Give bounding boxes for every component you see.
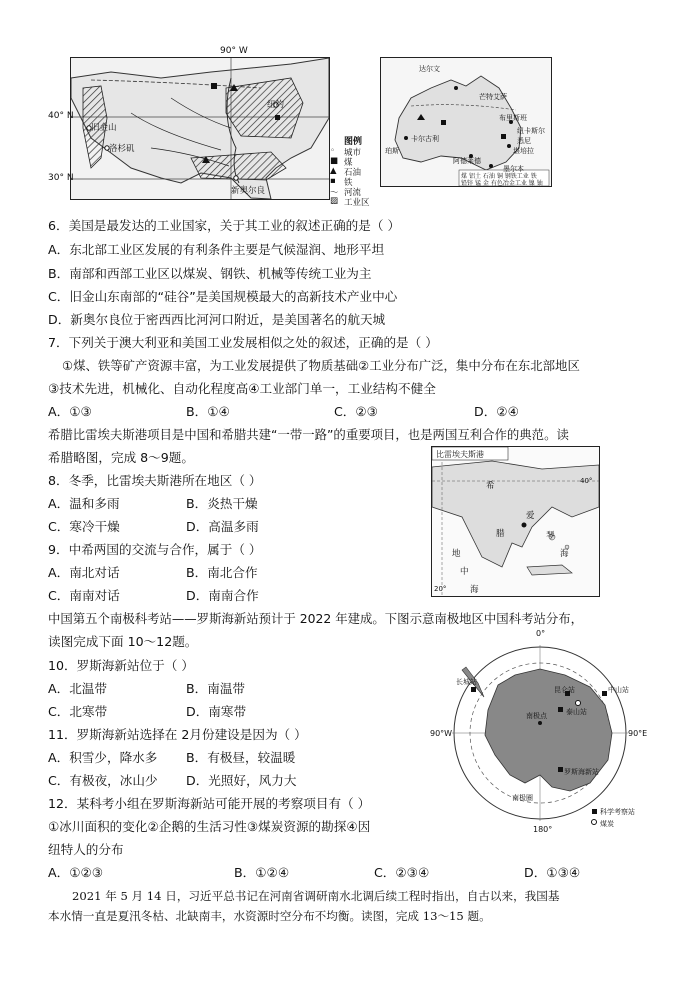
label-perth: 珀斯 — [385, 147, 399, 155]
greece-lat-label: 40° — [580, 477, 593, 485]
au-legend-bauxite: 铝土 — [468, 173, 481, 180]
q12-statement-1: ①冰川面积的变化②企鹅的生活习性③煤炭资源的勘探④因 — [48, 819, 371, 834]
greece-word-6: 地 — [452, 549, 461, 559]
river-icon: 〜 — [330, 188, 339, 198]
q7-option-a: A．①③ — [48, 404, 92, 419]
greece-word-3: 爱 — [526, 511, 535, 521]
q12-option-c: C．②③④ — [374, 865, 430, 880]
ant-legend-station: 科学考察站 — [600, 808, 635, 816]
q11-option-b: B．有极昼，较温暖 — [186, 750, 296, 765]
legend-city: 城市 — [344, 148, 362, 158]
legend-oil: 石油 — [344, 168, 362, 178]
greece-word-5: 海 — [560, 549, 569, 559]
lon-90w-label: 90° W — [220, 46, 248, 56]
q9-option-b: B．南北合作 — [186, 565, 258, 580]
greece-intro-line1: 希腊比雷埃夫斯港项目是中国和希腊共建“一带一路”的重要项目，也是两国互利合作的典范。读 — [48, 427, 569, 442]
ant-intro-line1: 中国第五个南极科考站——罗斯海新站预计于 2022 年建成。下图示意南极地区中国科考站分布， — [48, 611, 584, 626]
q9-option-a: A．南北对话 — [48, 565, 120, 580]
legend-river: 河流 — [344, 188, 362, 198]
label-kalgoorlie: 卡尔古利 — [411, 135, 439, 143]
greece-word-4: 琴 — [546, 531, 555, 541]
greece-map — [431, 446, 600, 597]
q7-option-b: B．①④ — [186, 404, 230, 419]
us-map-legend — [330, 134, 378, 206]
au-legend-nonferrous: 有色冶金工业 — [490, 180, 527, 187]
ant-zhongshan: 中山站 — [608, 686, 629, 694]
q6-option-a: A．东北部工业区发展的有利条件主要是气候湿润、地形平坦 — [48, 242, 385, 257]
q12-option-d: D．①③④ — [524, 865, 581, 880]
au-legend-steel: 钢铁工业 — [504, 173, 529, 180]
q8-option-a: A．温和多雨 — [48, 496, 120, 511]
q12-statement-2: 纽特人的分布 — [48, 842, 124, 857]
ant-deg-90w: 90°W — [430, 729, 453, 738]
au-legend-oil: 石油 — [482, 173, 495, 180]
au-legend-gold: 金 — [482, 180, 489, 187]
label-adelaide: 阿德莱德 — [453, 157, 481, 165]
au-legend-iron: 铁 — [530, 173, 537, 180]
greece-intro-line2: 希腊略图，完成 8～9题。 — [48, 450, 194, 465]
q10-option-d: D．南寒带 — [186, 704, 247, 719]
q8-stem: 8．冬季，比雷埃夫斯港所在地区（ ） — [48, 473, 262, 488]
q12-option-b: B．①②④ — [234, 865, 290, 880]
australia-industry-map — [380, 57, 552, 187]
outro-line1: 2021 年 5 月 14 日，习近平总书记在河南省调研南水北调后续工程时指出，自古以来，我国基 — [72, 889, 560, 903]
label-newcastle: 纽卡斯尔 — [517, 127, 545, 135]
iron-icon: ▪ — [330, 176, 336, 186]
greece-map-title: 比雷埃夫斯港 — [436, 450, 484, 459]
q8-option-d: D．高温多雨 — [186, 519, 259, 534]
au-legend-row2 — [461, 178, 543, 187]
q11-option-c: C．有极夜，冰山少 — [48, 773, 158, 788]
q6-option-c: C．旧金山东南部的“硅谷”是美国规模最大的高新技术产业中心 — [48, 289, 398, 304]
q10-option-b: B．南温带 — [186, 681, 246, 696]
label-sydney: 悉尼 — [517, 137, 531, 145]
greece-word-7: 中 — [460, 567, 469, 577]
label-new-york: 纽约 — [267, 100, 285, 110]
q7-option-d: D．②④ — [474, 404, 519, 419]
q11-option-a: A．积雪少，降水多 — [48, 750, 158, 765]
au-legend-coal: 煤 — [461, 173, 468, 180]
q10-option-a: A．北温带 — [48, 681, 107, 696]
au-legend-copper: 铜 — [496, 173, 503, 180]
greece-map-drawing — [432, 447, 599, 596]
ant-changcheng: 长城站 — [456, 678, 477, 686]
q8-option-c: C．寒冷干燥 — [48, 519, 120, 534]
q11-stem: 11．罗斯海新站选择在 2月份建设是因为（ ） — [48, 727, 307, 742]
ant-deg-180: 180° — [533, 825, 553, 834]
au-legend-manganese: 锰 — [474, 180, 481, 187]
label-new-orleans: 新奥尔良 — [231, 186, 266, 196]
greece-word-1: 希 — [486, 481, 495, 491]
antarctica-map — [430, 625, 650, 850]
label-brisbane: 布里斯班 — [499, 114, 527, 122]
q12-option-a: A．①②③ — [48, 865, 104, 880]
label-canberra: 堪培拉 — [513, 147, 534, 155]
greece-word-8: 海 — [470, 585, 479, 595]
au-legend-nickel: 镍 — [528, 180, 535, 187]
lat-40n-label: 40° N — [48, 111, 74, 121]
label-darwin: 达尔文 — [419, 65, 440, 73]
q6-option-d: D．新奥尔良位于密西西比河河口附近，是美国著名的航天城 — [48, 312, 386, 327]
ant-deg-0: 0° — [536, 629, 546, 638]
legend-coal: 煤 — [344, 158, 353, 168]
ant-legend-coal: 煤炭 — [600, 820, 614, 828]
ant-kunlun: 昆仑站 — [554, 686, 575, 694]
label-mt-isa: 芒特艾萨 — [479, 93, 507, 101]
q9-stem: 9．中希两国的交流与合作，属于（ ） — [48, 542, 262, 557]
legend-title: 图例 — [344, 137, 363, 147]
industry-zone-icon: ▨ — [330, 196, 339, 206]
oil-icon: ▲ — [330, 166, 337, 176]
ant-deg-90e: 90°E — [628, 729, 648, 738]
ant-nanjiquan: 南极圈 — [512, 794, 533, 802]
ant-luosi: 罗斯海新站 — [564, 768, 599, 776]
q10-option-c: C．北寒带 — [48, 704, 108, 719]
label-los-angeles: 洛杉矶 — [109, 144, 135, 154]
label-melbourne: 墨尔本 — [503, 165, 524, 173]
q7-statement-2: ③技术先进，机械化、自动化程度高④工业部门单一，工业结构不健全 — [48, 381, 436, 396]
legend-industry: 工业区 — [344, 198, 370, 208]
q8-option-b: B．炎热干燥 — [186, 496, 258, 511]
coal-icon: ■ — [330, 156, 339, 166]
legend-iron: 铁 — [344, 178, 353, 188]
q12-stem: 12．某科考小组在罗斯海新站可能开展的考察项目有（ ） — [48, 796, 371, 811]
q9-option-d: D．南南合作 — [186, 588, 259, 603]
ant-intro-line2: 读图完成下面 10～12题。 — [48, 634, 198, 649]
q6-option-b: B．南部和西部工业区以煤炭、钢铁、机械等传统工业为主 — [48, 266, 372, 281]
q6-stem: 6．美国是最发达的工业国家，关于其工业的叙述正确的是（ ） — [48, 218, 401, 233]
city-icon: ◦ — [330, 146, 336, 156]
ant-taishan: 泰山站 — [566, 708, 587, 716]
q7-stem: 7．下列关于澳大利亚和美国工业发展相似之处的叙述，正确的是（ ） — [48, 335, 438, 350]
us-industry-map — [70, 57, 330, 200]
au-legend-leadzinc: 铅锌 — [461, 180, 474, 187]
label-san-francisco: 旧金山 — [91, 123, 117, 133]
outro-line2: 本水情一直是夏汛冬枯、北缺南丰，水资源时空分布不均衡。读图，完成 13～15 题。 — [48, 909, 491, 923]
greece-word-2: 腊 — [496, 529, 505, 539]
q9-option-c: C．南南对话 — [48, 588, 120, 603]
greece-lon-label: 20° — [434, 585, 447, 593]
q7-statement-1: ①煤、铁等矿产资源丰富，为工业发展提供了物质基础②工业分布广泛，集中分布在东北部地区 — [62, 358, 580, 373]
q10-stem: 10．罗斯海新站位于（ ） — [48, 658, 194, 673]
ant-nanjidian: 南极点 — [526, 712, 547, 720]
q7-option-c: C．②③ — [334, 404, 378, 419]
au-legend-uranium: 铀 — [536, 180, 543, 187]
lat-30n-label: 30° N — [48, 173, 74, 183]
q11-option-d: D．光照好，风力大 — [186, 773, 297, 788]
